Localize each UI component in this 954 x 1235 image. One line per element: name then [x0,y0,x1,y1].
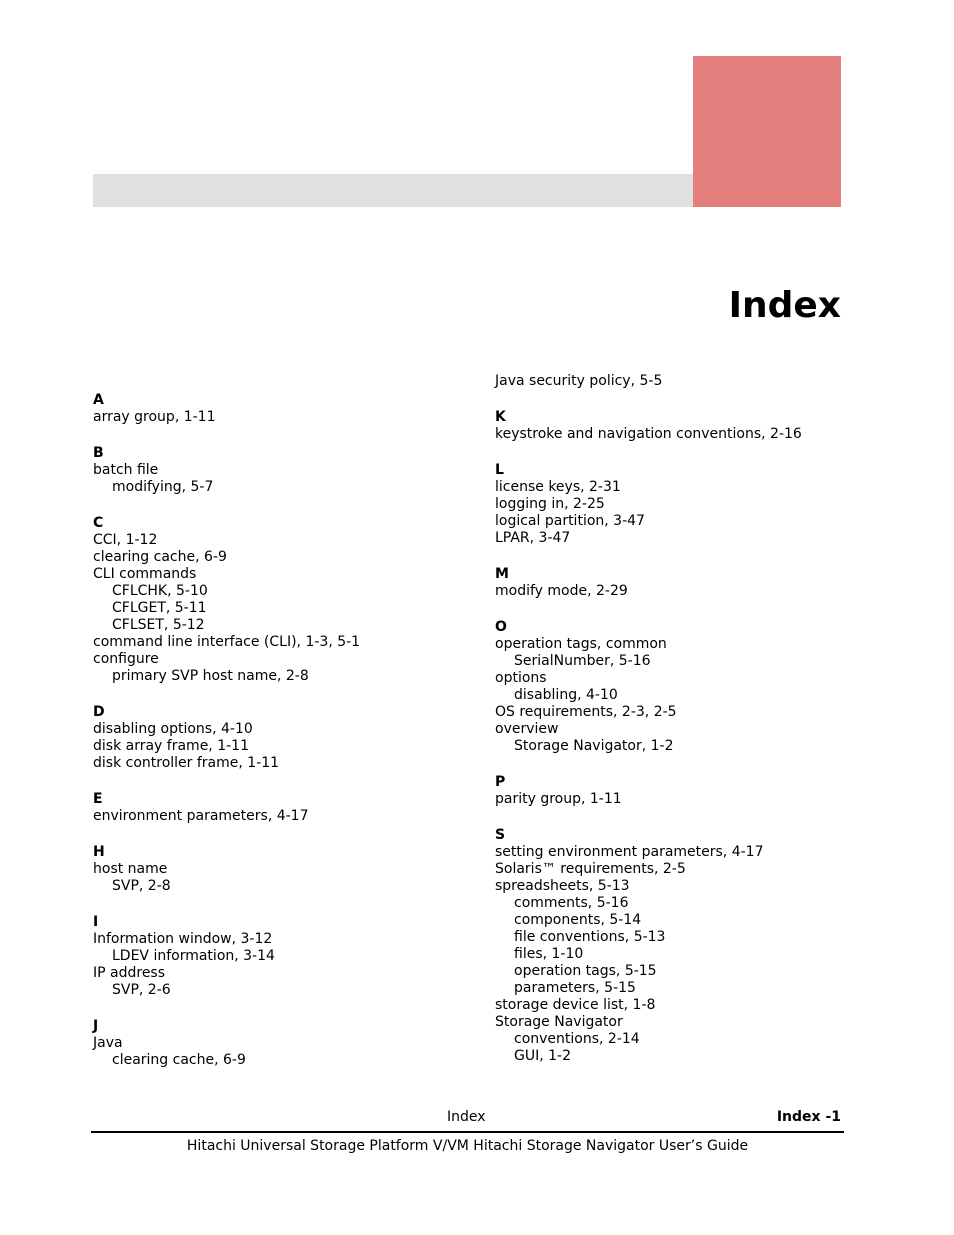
index-entry: logging in, 2-25 [495,496,605,512]
index-entry: spreadsheets, 5-13 [495,878,630,894]
footer-guide-title: Hitachi Universal Storage Platform V/VM Hitachi Storage Navigator User’s Guide [186,1138,749,1154]
index-letter-d: D [93,704,105,720]
index-entry: clearing cache, 6-9 [93,549,227,565]
index-subentry: LDEV information, 3-14 [112,948,275,964]
index-entry: overview [495,721,559,737]
footer-page-number: Index -1 [776,1109,841,1125]
index-letter-i: I [93,914,99,930]
index-subentry: SVP, 2-6 [112,982,171,998]
index-entry: operation tags, common [495,636,667,652]
index-subentry: SVP, 2-8 [112,878,171,894]
index-entry: IP address [93,965,166,981]
index-entry: command line interface (CLI), 1-3, 5-1 [93,634,361,650]
index-letter-b: B [93,445,104,461]
index-letter-k: K [495,409,506,425]
footer-divider [91,1131,844,1133]
index-entry: logical partition, 3-47 [495,513,645,529]
index-letter-j: J [93,1018,99,1034]
index-subentry: primary SVP host name, 2-8 [112,668,309,684]
index-subentry: modifying, 5-7 [112,479,214,495]
index-subentry: parameters, 5-15 [514,980,636,996]
index-subentry: Storage Navigator, 1-2 [514,738,674,754]
index-entry: environment parameters, 4-17 [93,808,309,824]
chapter-header-band [93,174,693,207]
index-subentry: comments, 5-16 [514,895,629,911]
index-subentry: SerialNumber, 5-16 [514,653,651,669]
index-entry: configure [93,651,159,667]
index-entry: Java [93,1035,123,1051]
index-subentry: disabling, 4-10 [514,687,618,703]
index-subentry: CFLSET, 5-12 [112,617,205,633]
index-subentry: CFLGET, 5-11 [112,600,207,616]
index-entry: disabling options, 4-10 [93,721,253,737]
index-entry: OS requirements, 2-3, 2-5 [495,704,677,720]
index-column-left [93,392,473,1069]
index-entry: disk array frame, 1-11 [93,738,249,754]
index-letter-m: M [495,566,509,582]
index-entry: host name [93,861,168,877]
index-subentry: files, 1-10 [514,946,584,962]
index-letter-h: H [93,844,105,860]
index-entry: storage device list, 1-8 [495,997,656,1013]
index-subentry: operation tags, 5-15 [514,963,657,979]
index-letter-o: O [495,619,507,635]
index-entry: array group, 1-11 [93,409,216,425]
index-entry: license keys, 2-31 [495,479,621,495]
index-subentry: components, 5-14 [514,912,642,928]
index-letter-l: L [495,462,504,478]
index-column-right [495,373,875,1065]
index-subentry: clearing cache, 6-9 [112,1052,246,1068]
index-subentry: conventions, 2-14 [514,1031,640,1047]
index-entry: parity group, 1-11 [495,791,622,807]
index-entry-continued: Java security policy, 5-5 [495,373,663,389]
index-entry: disk controller frame, 1-11 [93,755,280,771]
footer-section-name: Index [447,1109,486,1125]
index-letter-e: E [93,791,103,807]
index-entry: keystroke and navigation conventions, 2-16 [495,426,802,442]
index-letter-p: P [495,774,506,790]
page-title: Index [728,285,841,326]
index-subentry: CFLCHK, 5-10 [112,583,208,599]
index-letter-c: C [93,515,104,531]
index-entry: Information window, 3-12 [93,931,273,947]
index-letter-a: A [93,392,104,408]
index-subentry: GUI, 1-2 [514,1048,571,1064]
index-entry: modify mode, 2-29 [495,583,628,599]
index-entry: LPAR, 3-47 [495,530,571,546]
index-entry: setting environment parameters, 4-17 [495,844,764,860]
index-subentry: file conventions, 5-13 [514,929,666,945]
index-entry: batch file [93,462,159,478]
index-entry: CCI, 1-12 [93,532,158,548]
index-entry: CLI commands [93,566,197,582]
index-entry: options [495,670,547,686]
index-entry: Storage Navigator [495,1014,623,1030]
index-letter-s: S [495,827,506,843]
chapter-accent-block [693,56,841,207]
index-entry: Solaris™ requirements, 2-5 [495,861,686,877]
